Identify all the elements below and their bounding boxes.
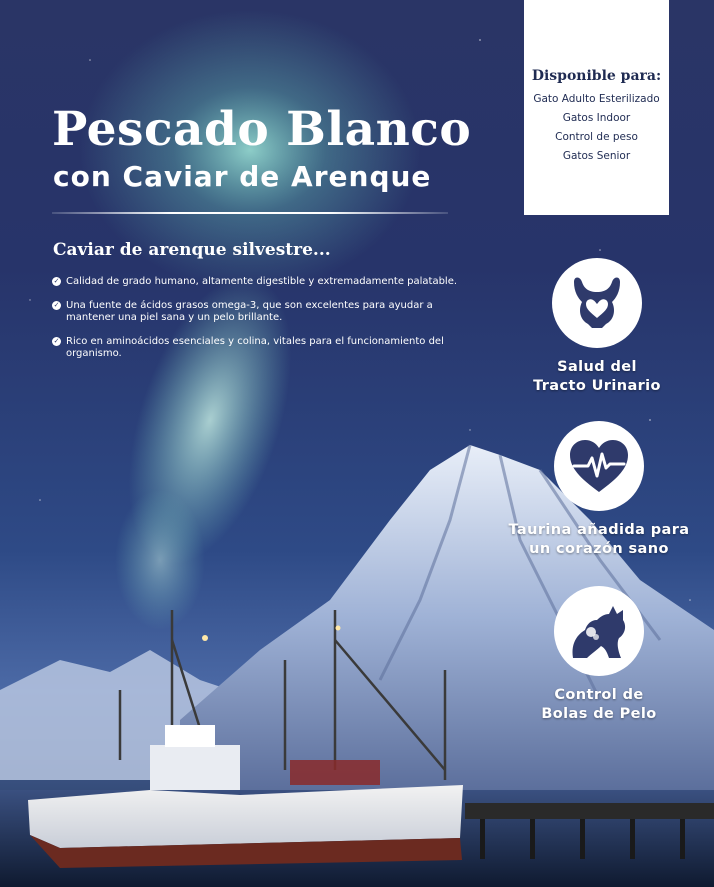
pier <box>465 803 714 819</box>
availability-list <box>524 90 669 166</box>
benefit-label-line: Control de <box>554 687 644 703</box>
benefit-label-line: Taurina añadida para <box>508 522 690 538</box>
availability-card <box>524 0 669 215</box>
benefit-label <box>499 521 699 559</box>
harbor-light <box>202 635 208 641</box>
boat-red-deck <box>290 760 380 785</box>
benefit-hairball <box>499 586 699 724</box>
benefit-urinary <box>497 258 697 396</box>
benefit-icon-circle <box>554 586 644 676</box>
benefit-label-line: Bolas de Pelo <box>541 706 657 722</box>
section-heading: Caviar de arenque silvestre... <box>53 240 331 260</box>
check-icon: ✓ <box>53 300 60 309</box>
feature-text: Una fuente de ácidos grasos omega-3, que son excelentes para ayudar a mantener una piel sana y un pelo brillante. <box>66 299 433 323</box>
availability-item: Gato Adulto Esterilizado <box>533 93 660 105</box>
benefit-label <box>499 686 699 724</box>
feature-list <box>52 276 462 372</box>
benefit-label-line: Salud del <box>557 359 637 375</box>
heart-pulse-icon <box>568 438 630 494</box>
feature-text: Calidad de grado humano, altamente digestible y extremadamente palatable. <box>66 276 458 287</box>
availability-item: Gatos Senior <box>562 150 631 162</box>
boat-cabin <box>150 745 240 790</box>
feature-text: Rico en aminoácidos esenciales y colina, vitales para el funcionamiento del organismo. <box>66 335 444 359</box>
availability-item: Control de peso <box>555 131 638 143</box>
title-divider <box>52 212 448 214</box>
benefit-icon-circle <box>552 258 642 348</box>
benefit-label-line: un corazón sano <box>529 541 669 557</box>
availability-item: Gatos Indoor <box>562 112 631 124</box>
harbor-light <box>336 626 341 631</box>
feature-item <box>52 300 462 325</box>
benefit-heart <box>499 421 699 559</box>
aurora-glow <box>115 490 205 630</box>
feature-item <box>52 336 462 361</box>
product-title: Pescado Blanco <box>52 102 472 157</box>
cat-grooming-icon <box>567 602 631 660</box>
availability-heading: Disponible para: <box>531 68 662 84</box>
benefit-label <box>497 358 697 396</box>
check-icon: ✓ <box>53 336 60 345</box>
product-subtitle: con Caviar de Arenque <box>53 160 432 193</box>
benefit-label-line: Tracto Urinario <box>533 378 661 394</box>
benefit-icon-circle <box>554 421 644 511</box>
check-icon: ✓ <box>53 277 60 285</box>
feature-item <box>52 276 462 289</box>
urinary-tract-icon <box>566 272 628 334</box>
boat-wheelhouse <box>165 725 215 747</box>
